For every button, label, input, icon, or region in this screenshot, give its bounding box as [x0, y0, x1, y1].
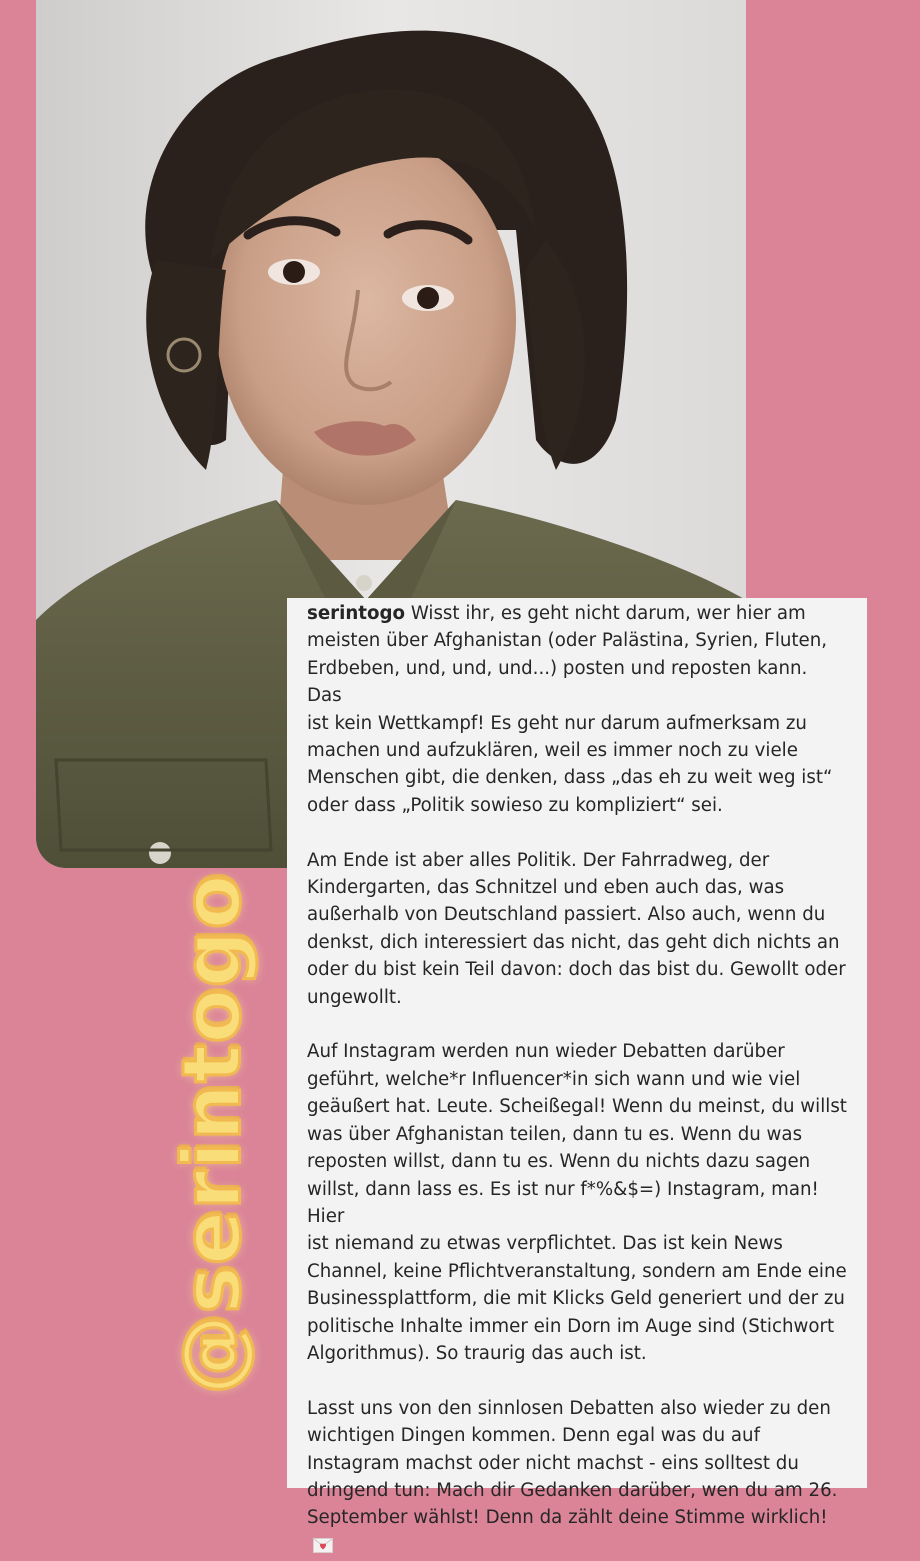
caption-paragraph-2: Am Ende ist aber alles Politik. Der Fahrradweg, der Kindergarten, das Schnitzel und eben auch das, was außerhalb von Deutschland passiert. Also auch, wenn du denkst, dich interessiert das nicht, das geht dich nichts an oder du bist kein Teil davon: doch das bist du. Gewollt oder ungewollt. [307, 849, 846, 1008]
caption-text-1: Wisst ihr, es geht nicht darum, wer hier am meisten über Afghanistan (oder Palästina, Syrien, Fluten, Erdbeben, und, und, und...) posten und reposten kann. Das ist kein Wettkampf! Es geht nur darum aufmerksam zu machen und aufzuklären, weil es immer noch zu viele Menschen gibt, die denken, dass „das eh zu weit weg ist“ oder dass „Politik sowieso zu kompliziert“ sei. [307, 603, 833, 816]
caption-username[interactable]: serintogo [307, 603, 406, 624]
caption-screenshot [287, 598, 867, 1529]
handle-sticker[interactable]: @serintogo [165, 873, 259, 1395]
caption-text-4: Lasst uns von den sinnlosen Debatten also wieder zu den wichtigen Dingen kommen. Denn egal was du auf Instagram machst oder nicht machst - eins solltest du dringend tun: Mach dir Gedanken darüber, wen du am 26. September wählst! Denn da zählt deine Stimme wirklich! [307, 1397, 838, 1529]
caption-paragraph-4 [307, 1395, 847, 1559]
caption-paragraph-1 [307, 600, 847, 819]
caption-paragraph-3: Auf Instagram werden nun wieder Debatten darüber geführt, welche*r Influencer*in sich wann und wie viel geäußert hat. Leute. Scheißegal! Wenn du meinst, du willst was über Afghanistan teilen, dann tu es. Wenn du was reposten willst, dann tu es. Wenn du nichts dazu sagen willst, dann lass es. Es ist nur f*%&$=) Instagram, man! Hier ist niemand zu etwas verpflichtet. Das ist kein News Channel, keine Pflichtveranstaltung, sondern am Ende eine Businessplattform, die mit Klicks Geld generiert und der zu politische Inhalte immer ein Dorn im Auge sind (Stichwort Algorithmus). So traurig das auch ist. [307, 1041, 847, 1364]
love-letter-icon [313, 1534, 333, 1549]
